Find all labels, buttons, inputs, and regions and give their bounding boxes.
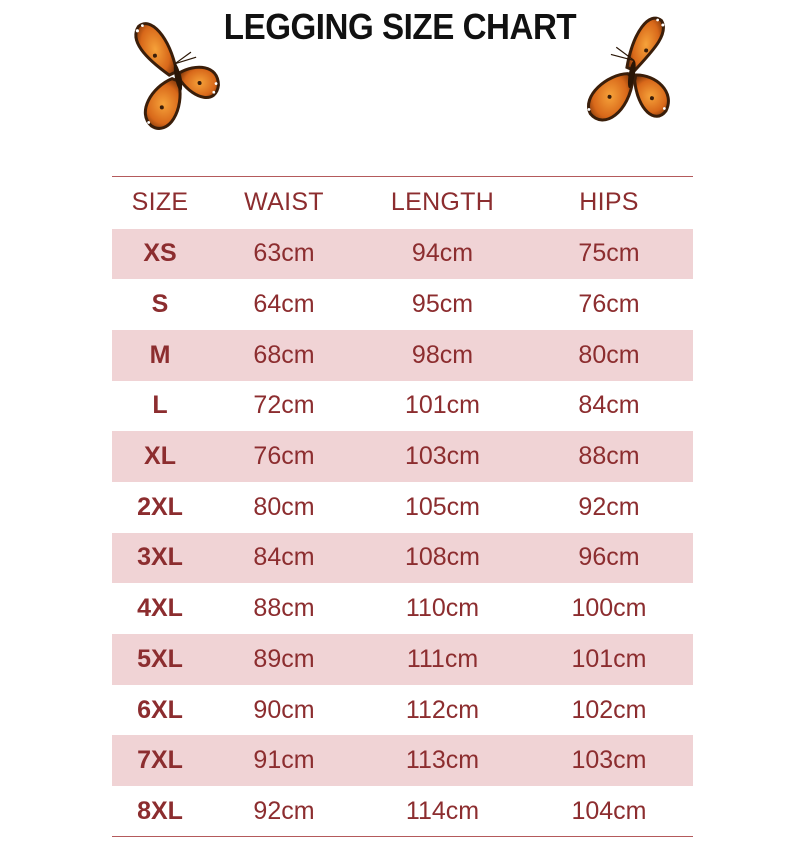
length-cell: 114cm xyxy=(405,796,480,825)
table-row xyxy=(112,381,693,432)
length-cell: 108cm xyxy=(404,543,481,572)
length-cell: 103cm xyxy=(404,442,481,471)
hips-cell: 103cm xyxy=(571,746,647,775)
table-row xyxy=(112,533,693,584)
table-row xyxy=(112,431,693,482)
waist-cell: 68cm xyxy=(253,340,315,369)
length-cell: 94cm xyxy=(411,239,474,268)
hips-cell: 88cm xyxy=(578,442,640,471)
size-cell: S xyxy=(151,290,169,319)
waist-cell: 89cm xyxy=(253,644,315,673)
length-cell: 101cm xyxy=(404,391,481,420)
page-title: LEGGING SIZE CHART xyxy=(223,6,577,47)
hips-cell: 80cm xyxy=(578,340,640,369)
hips-cell: 100cm xyxy=(571,594,647,623)
size-cell: 8XL xyxy=(137,796,183,825)
size-cell: 4XL xyxy=(137,594,183,623)
waist-cell: 90cm xyxy=(253,695,315,724)
length-cell: 113cm xyxy=(405,746,480,775)
butterfly-icon xyxy=(578,8,682,138)
table-row xyxy=(112,482,693,533)
size-cell: 6XL xyxy=(137,695,183,724)
size-cell: L xyxy=(152,391,168,420)
size-cell: M xyxy=(149,340,171,369)
waist-cell: 64cm xyxy=(253,290,315,319)
size-cell: 3XL xyxy=(137,543,183,572)
header-waist: WAIST xyxy=(244,188,324,217)
table-row xyxy=(112,583,693,634)
waist-cell: 91cm xyxy=(253,746,315,775)
butterfly-icon xyxy=(120,12,230,144)
length-cell: 110cm xyxy=(405,594,480,623)
hips-cell: 102cm xyxy=(571,695,647,724)
table-row xyxy=(112,786,693,837)
size-cell: 7XL xyxy=(137,746,183,775)
waist-cell: 63cm xyxy=(253,239,315,268)
hips-cell: 92cm xyxy=(578,492,640,521)
header-hips: HIPS xyxy=(579,188,639,217)
hips-cell: 104cm xyxy=(571,796,647,825)
header-size: SIZE xyxy=(131,188,189,217)
length-cell: 105cm xyxy=(404,492,481,521)
table-row xyxy=(112,279,693,330)
waist-cell: 72cm xyxy=(253,391,315,420)
hips-cell: 96cm xyxy=(578,543,640,572)
hips-cell: 101cm xyxy=(571,644,647,673)
waist-cell: 92cm xyxy=(253,796,315,825)
table-row xyxy=(112,330,693,381)
table-row xyxy=(112,634,693,685)
size-cell: 2XL xyxy=(137,492,183,521)
table-row xyxy=(112,229,693,280)
table-row xyxy=(112,685,693,736)
size-cell: XL xyxy=(144,442,176,471)
length-cell: 95cm xyxy=(411,290,474,319)
hips-cell: 84cm xyxy=(578,391,640,420)
waist-cell: 84cm xyxy=(253,543,315,572)
waist-cell: 76cm xyxy=(253,442,315,471)
hips-cell: 76cm xyxy=(578,290,640,319)
table-header-row xyxy=(112,177,693,229)
size-cell: 5XL xyxy=(137,644,183,673)
waist-cell: 88cm xyxy=(253,594,315,623)
length-cell: 111cm xyxy=(406,644,479,673)
length-cell: 112cm xyxy=(405,695,480,724)
size-chart-table xyxy=(112,176,693,837)
size-cell: XS xyxy=(143,239,177,268)
hips-cell: 75cm xyxy=(578,239,640,268)
table-row xyxy=(112,735,693,786)
waist-cell: 80cm xyxy=(253,492,315,521)
header-length: LENGTH xyxy=(390,188,495,217)
length-cell: 98cm xyxy=(411,340,474,369)
